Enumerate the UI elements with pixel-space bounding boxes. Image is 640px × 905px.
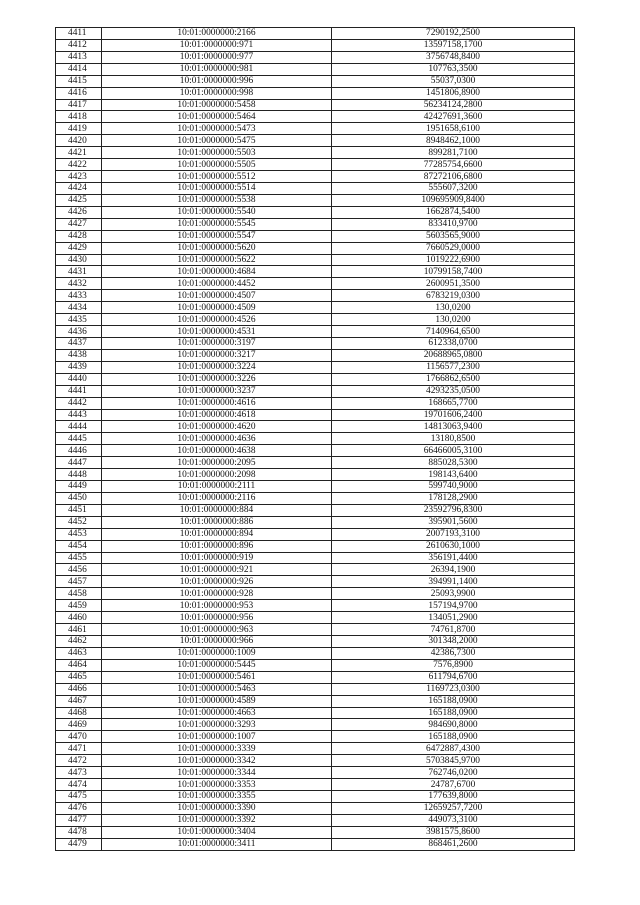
row-number-cell: 4443 [56,409,102,421]
table-row [56,612,575,624]
value-cell: 599740,9000 [332,481,575,493]
cadastral-number-cell: 10:01:0000000:5622 [102,254,332,266]
cadastral-number-cell: 10:01:0000000:5463 [102,683,332,695]
table-row [56,528,575,540]
value-cell: 7290192,2500 [332,28,575,40]
row-number-cell: 4420 [56,135,102,147]
value-cell: 984690,8000 [332,719,575,731]
row-number-cell: 4447 [56,457,102,469]
value-cell: 14813063,9400 [332,421,575,433]
value-cell: 87272106,6800 [332,171,575,183]
table-row [56,504,575,516]
table-row [56,791,575,803]
value-cell: 42427691,3600 [332,111,575,123]
cadastral-number-cell: 10:01:0000000:2111 [102,481,332,493]
cadastral-number-cell: 10:01:0000000:894 [102,528,332,540]
table-row [56,266,575,278]
row-number-cell: 4434 [56,302,102,314]
row-number-cell: 4470 [56,731,102,743]
value-cell: 1019222,6900 [332,254,575,266]
row-number-cell: 4465 [56,671,102,683]
value-cell: 25093,9900 [332,588,575,600]
table-row [56,135,575,147]
value-cell: 2610630,1000 [332,540,575,552]
table-row [56,421,575,433]
table-row [56,707,575,719]
cadastral-number-cell: 10:01:0000000:4663 [102,707,332,719]
table-row [56,159,575,171]
row-number-cell: 4459 [56,600,102,612]
row-number-cell: 4429 [56,242,102,254]
row-number-cell: 4417 [56,99,102,111]
table-row [56,755,575,767]
row-number-cell: 4448 [56,469,102,481]
cadastral-number-cell: 10:01:0000000:926 [102,576,332,588]
row-number-cell: 4460 [56,612,102,624]
cadastral-number-cell: 10:01:0000000:2095 [102,457,332,469]
row-number-cell: 4474 [56,779,102,791]
value-cell: 23592796,8300 [332,504,575,516]
table-row [56,695,575,707]
value-cell: 130,0200 [332,314,575,326]
row-number-cell: 4426 [56,206,102,218]
row-number-cell: 4479 [56,838,102,850]
cadastral-number-cell: 10:01:0000000:971 [102,39,332,51]
cadastral-number-cell: 10:01:0000000:3293 [102,719,332,731]
table-row [56,290,575,302]
value-cell: 5603565,9000 [332,230,575,242]
table-row [56,123,575,135]
value-cell: 74761,8700 [332,624,575,636]
cadastral-number-cell: 10:01:0000000:4452 [102,278,332,290]
table-row [56,218,575,230]
row-number-cell: 4471 [56,743,102,755]
cadastral-number-cell: 10:01:0000000:3226 [102,373,332,385]
table-row [56,51,575,63]
cadastral-number-cell: 10:01:0000000:896 [102,540,332,552]
cadastral-number-cell: 10:01:0000000:998 [102,87,332,99]
table-row [56,337,575,349]
value-cell: 12659257,7200 [332,802,575,814]
table-row [56,636,575,648]
table-row [56,469,575,481]
cadastral-number-cell: 10:01:0000000:5461 [102,671,332,683]
cadastral-number-cell: 10:01:0000000:5620 [102,242,332,254]
row-number-cell: 4449 [56,481,102,493]
table-row [56,326,575,338]
value-cell: 3981575,8600 [332,826,575,838]
value-cell: 10799158,7400 [332,266,575,278]
table-row [56,683,575,695]
cadastral-number-cell: 10:01:0000000:981 [102,63,332,75]
table-row [56,767,575,779]
table-row [56,719,575,731]
row-number-cell: 4458 [56,588,102,600]
table-row [56,99,575,111]
table-row [56,87,575,99]
value-cell: 1662874,5400 [332,206,575,218]
cadastral-number-cell: 10:01:0000000:2098 [102,469,332,481]
cadastral-number-cell: 10:01:0000000:5473 [102,123,332,135]
row-number-cell: 4467 [56,695,102,707]
value-cell: 7140964,6500 [332,326,575,338]
row-number-cell: 4472 [56,755,102,767]
value-cell: 165188,0900 [332,731,575,743]
row-number-cell: 4445 [56,433,102,445]
cadastral-number-cell: 10:01:0000000:3339 [102,743,332,755]
row-number-cell: 4469 [56,719,102,731]
table-row [56,552,575,564]
value-cell: 107763,3500 [332,63,575,75]
table-row [56,361,575,373]
table-row [56,373,575,385]
value-cell: 55037,0300 [332,75,575,87]
row-number-cell: 4411 [56,28,102,40]
table-row [56,671,575,683]
table-row [56,111,575,123]
value-cell: 165188,0900 [332,707,575,719]
cadastral-number-cell: 10:01:0000000:953 [102,600,332,612]
cadastral-number-cell: 10:01:0000000:5464 [102,111,332,123]
row-number-cell: 4414 [56,63,102,75]
cadastral-number-cell: 10:01:0000000:2166 [102,28,332,40]
value-cell: 395901,5600 [332,516,575,528]
cadastral-number-cell: 10:01:0000000:3197 [102,337,332,349]
row-number-cell: 4476 [56,802,102,814]
table-row [56,588,575,600]
row-number-cell: 4437 [56,337,102,349]
table-row [56,445,575,457]
row-number-cell: 4427 [56,218,102,230]
row-number-cell: 4466 [56,683,102,695]
table-row [56,385,575,397]
row-number-cell: 4413 [56,51,102,63]
value-cell: 762746,0200 [332,767,575,779]
row-number-cell: 4457 [56,576,102,588]
value-cell: 1156577,2300 [332,361,575,373]
table-row [56,779,575,791]
cadastral-number-cell: 10:01:0000000:966 [102,636,332,648]
table-row [56,516,575,528]
table-row [56,314,575,326]
value-cell: 1451806,8900 [332,87,575,99]
cadastral-number-cell: 10:01:0000000:4618 [102,409,332,421]
cadastral-number-cell: 10:01:0000000:3344 [102,767,332,779]
value-cell: 6472887,4300 [332,743,575,755]
cadastral-number-cell: 10:01:0000000:5514 [102,182,332,194]
value-cell: 13180,8500 [332,433,575,445]
row-number-cell: 4444 [56,421,102,433]
value-cell: 5703845,9700 [332,755,575,767]
value-cell: 301348,2000 [332,636,575,648]
cadastral-number-cell: 10:01:0000000:996 [102,75,332,87]
row-number-cell: 4432 [56,278,102,290]
cadastral-number-cell: 10:01:0000000:5445 [102,659,332,671]
row-number-cell: 4468 [56,707,102,719]
value-cell: 157194,9700 [332,600,575,612]
value-cell: 1169723,0300 [332,683,575,695]
cadastral-number-cell: 10:01:0000000:884 [102,504,332,516]
value-cell: 4293235,0500 [332,385,575,397]
value-cell: 833410,9700 [332,218,575,230]
row-number-cell: 4456 [56,564,102,576]
cadastral-number-cell: 10:01:0000000:3355 [102,791,332,803]
cadastral-number-cell: 10:01:0000000:919 [102,552,332,564]
table-row [56,826,575,838]
value-cell: 394991,1400 [332,576,575,588]
value-cell: 66466005,3100 [332,445,575,457]
row-number-cell: 4412 [56,39,102,51]
table-row [56,242,575,254]
cadastral-number-cell: 10:01:0000000:2116 [102,492,332,504]
table-row [56,659,575,671]
table-row [56,182,575,194]
value-cell: 449073,3100 [332,814,575,826]
row-number-cell: 4439 [56,361,102,373]
row-number-cell: 4477 [56,814,102,826]
table-row [56,802,575,814]
row-number-cell: 4431 [56,266,102,278]
value-cell: 26394,1900 [332,564,575,576]
value-cell: 868461,2600 [332,838,575,850]
value-cell: 77285754,6600 [332,159,575,171]
value-cell: 13597158,1700 [332,39,575,51]
table-row [56,39,575,51]
table-row [56,147,575,159]
row-number-cell: 4464 [56,659,102,671]
table-row [56,349,575,361]
row-number-cell: 4435 [56,314,102,326]
row-number-cell: 4455 [56,552,102,564]
table-row [56,28,575,40]
value-cell: 3756748,8400 [332,51,575,63]
table-row [56,492,575,504]
value-cell: 899281,7100 [332,147,575,159]
cadastral-number-cell: 10:01:0000000:4620 [102,421,332,433]
cadastral-number-cell: 10:01:0000000:3224 [102,361,332,373]
value-cell: 56234124,2800 [332,99,575,111]
row-number-cell: 4423 [56,171,102,183]
value-cell: 134051,2900 [332,612,575,624]
table-row [56,600,575,612]
table-row [56,409,575,421]
cadastral-number-cell: 10:01:0000000:3411 [102,838,332,850]
cadastral-number-cell: 10:01:0000000:3390 [102,802,332,814]
value-cell: 356191,4400 [332,552,575,564]
value-cell: 612338,0700 [332,337,575,349]
cadastral-number-cell: 10:01:0000000:5505 [102,159,332,171]
value-cell: 1766862,6500 [332,373,575,385]
value-cell: 130,0200 [332,302,575,314]
cadastral-number-cell: 10:01:0000000:886 [102,516,332,528]
row-number-cell: 4450 [56,492,102,504]
row-number-cell: 4416 [56,87,102,99]
table-row [56,647,575,659]
cadastral-number-cell: 10:01:0000000:5538 [102,194,332,206]
cadastral-number-cell: 10:01:0000000:3353 [102,779,332,791]
table-row [56,302,575,314]
cadastral-number-cell: 10:01:0000000:921 [102,564,332,576]
cadastral-number-cell: 10:01:0000000:5503 [102,147,332,159]
value-cell: 6783219,0300 [332,290,575,302]
parcel-table-body [56,28,575,851]
cadastral-number-cell: 10:01:0000000:5540 [102,206,332,218]
cadastral-number-cell: 10:01:0000000:4507 [102,290,332,302]
table-row [56,397,575,409]
value-cell: 109695909,8400 [332,194,575,206]
cadastral-number-cell: 10:01:0000000:5545 [102,218,332,230]
table-row [56,254,575,266]
table-row [56,63,575,75]
cadastral-number-cell: 10:01:0000000:1009 [102,647,332,659]
table-row [56,731,575,743]
cadastral-number-cell: 10:01:0000000:3217 [102,349,332,361]
row-number-cell: 4454 [56,540,102,552]
value-cell: 555607,3200 [332,182,575,194]
row-number-cell: 4461 [56,624,102,636]
cadastral-number-cell: 10:01:0000000:956 [102,612,332,624]
row-number-cell: 4451 [56,504,102,516]
cadastral-number-cell: 10:01:0000000:4526 [102,314,332,326]
row-number-cell: 4473 [56,767,102,779]
value-cell: 177639,8000 [332,791,575,803]
cadastral-number-cell: 10:01:0000000:4531 [102,326,332,338]
cadastral-number-cell: 10:01:0000000:4638 [102,445,332,457]
row-number-cell: 4446 [56,445,102,457]
row-number-cell: 4422 [56,159,102,171]
table-row [56,624,575,636]
table-row [56,743,575,755]
table-row [56,194,575,206]
row-number-cell: 4441 [56,385,102,397]
row-number-cell: 4433 [56,290,102,302]
row-number-cell: 4478 [56,826,102,838]
value-cell: 19701606,2400 [332,409,575,421]
value-cell: 168665,7700 [332,397,575,409]
row-number-cell: 4421 [56,147,102,159]
table-row [56,433,575,445]
value-cell: 165188,0900 [332,695,575,707]
row-number-cell: 4418 [56,111,102,123]
value-cell: 42386,7300 [332,647,575,659]
value-cell: 885028,5300 [332,457,575,469]
cadastral-number-cell: 10:01:0000000:4684 [102,266,332,278]
row-number-cell: 4462 [56,636,102,648]
cadastral-number-cell: 10:01:0000000:963 [102,624,332,636]
cadastral-number-cell: 10:01:0000000:928 [102,588,332,600]
table-row [56,230,575,242]
cadastral-number-cell: 10:01:0000000:3392 [102,814,332,826]
value-cell: 7660529,0000 [332,242,575,254]
table-row [56,278,575,290]
value-cell: 1951658,6100 [332,123,575,135]
value-cell: 611794,6700 [332,671,575,683]
value-cell: 2600951,3500 [332,278,575,290]
cadastral-number-cell: 10:01:0000000:5475 [102,135,332,147]
cadastral-number-cell: 10:01:0000000:5547 [102,230,332,242]
table-row [56,576,575,588]
cadastral-number-cell: 10:01:0000000:3342 [102,755,332,767]
table-row [56,457,575,469]
cadastral-number-cell: 10:01:0000000:4589 [102,695,332,707]
cadastral-number-cell: 10:01:0000000:3404 [102,826,332,838]
value-cell: 8948462,1000 [332,135,575,147]
cadastral-number-cell: 10:01:0000000:5458 [102,99,332,111]
row-number-cell: 4436 [56,326,102,338]
row-number-cell: 4475 [56,791,102,803]
parcel-table [55,27,575,851]
row-number-cell: 4428 [56,230,102,242]
table-row [56,838,575,850]
row-number-cell: 4440 [56,373,102,385]
cadastral-number-cell: 10:01:0000000:5512 [102,171,332,183]
value-cell: 20688965,0800 [332,349,575,361]
cadastral-number-cell: 10:01:0000000:4636 [102,433,332,445]
table-row [56,540,575,552]
cadastral-number-cell: 10:01:0000000:4616 [102,397,332,409]
table-row [56,814,575,826]
row-number-cell: 4424 [56,182,102,194]
table-row [56,75,575,87]
cadastral-number-cell: 10:01:0000000:4509 [102,302,332,314]
cadastral-number-cell: 10:01:0000000:977 [102,51,332,63]
row-number-cell: 4452 [56,516,102,528]
value-cell: 198143,6400 [332,469,575,481]
table-row [56,206,575,218]
row-number-cell: 4453 [56,528,102,540]
value-cell: 7576,8900 [332,659,575,671]
value-cell: 24787,6700 [332,779,575,791]
table-row [56,564,575,576]
value-cell: 178128,2900 [332,492,575,504]
cadastral-number-cell: 10:01:0000000:1007 [102,731,332,743]
row-number-cell: 4415 [56,75,102,87]
table-row [56,171,575,183]
row-number-cell: 4430 [56,254,102,266]
cadastral-number-cell: 10:01:0000000:3237 [102,385,332,397]
row-number-cell: 4463 [56,647,102,659]
row-number-cell: 4438 [56,349,102,361]
row-number-cell: 4419 [56,123,102,135]
row-number-cell: 4425 [56,194,102,206]
value-cell: 2007193,3100 [332,528,575,540]
table-row [56,481,575,493]
row-number-cell: 4442 [56,397,102,409]
